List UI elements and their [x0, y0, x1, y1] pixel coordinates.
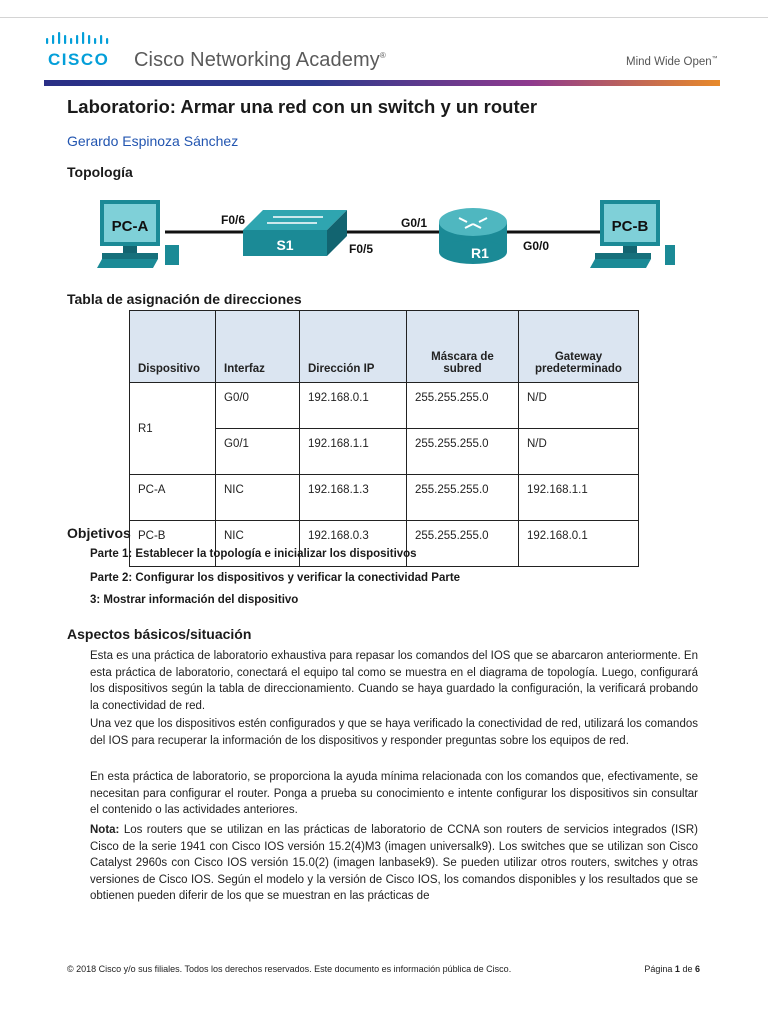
port-label-g01: G0/1	[401, 216, 428, 230]
copyright-text: © 2018 Cisco y/o sus filiales. Todos los derechos reservados. Este documento es información pública de Cisco.	[67, 964, 512, 974]
cisco-logo	[44, 30, 124, 70]
tagline: Mind Wide Open™	[626, 56, 718, 68]
address-table	[129, 310, 639, 567]
cell-gateway: N/D	[519, 429, 639, 475]
cell-device: R1	[130, 383, 216, 475]
switch-s1-icon	[243, 210, 347, 256]
cell-gateway: 192.168.1.1	[519, 475, 639, 521]
page-footer	[67, 964, 700, 974]
cell-ip: 192.168.1.1	[300, 429, 407, 475]
background-paragraph-2: Una vez que los dispositivos estén configurados y que se haya verificado la conectividad de red, utilizará los comandos del IOS para recuperar la información de los dispositivos y responder preguntas sobre los equipos de red.	[90, 718, 698, 747]
background-heading: Aspectos básicos/situación	[67, 626, 252, 642]
cell-gateway: N/D	[519, 383, 639, 429]
cell-mask: 255.255.255.0	[407, 429, 519, 475]
cell-device: PC-B	[130, 521, 216, 567]
switch-label: S1	[276, 237, 294, 253]
background-paragraph-3: En esta práctica de laboratorio, se proporciona la ayuda mínima relacionada con los comandos que, efectivamente, se necesitan para configurar el router. Ponga a prueba su conocimiento e intente configurar los dispositivos sin consultar el contenido o las actividades anteriores.	[90, 771, 698, 816]
cisco-logo-text: CISCO	[48, 50, 110, 69]
cell-interface: NIC	[216, 475, 300, 521]
port-label-g00: G0/0	[523, 239, 550, 253]
background-paragraph-1: Esta es una práctica de laboratorio exhaustiva para repasar los comandos del IOS que se abarcaron anteriormente. En esta práctica de laboratorio, conectará el equipo tal como se muestra en el diagrama de topología. Luego, configurará los dispositivos según la tabla de direccionamiento. Cuando se haya guardado la configuración, la verificará probando la conectividad de red.	[90, 650, 698, 712]
document-title: Laboratorio: Armar una red con un switch y un router	[67, 96, 538, 117]
pc-a-label: PC-A	[111, 218, 149, 235]
topology-diagram	[95, 190, 675, 280]
objective-line: 3: Mostrar información del dispositivo	[90, 594, 299, 606]
table-header-row	[130, 311, 639, 383]
port-label-f05: F0/5	[349, 242, 374, 256]
pc-b-label: PC-B	[611, 218, 649, 235]
cell-interface: G0/1	[216, 429, 300, 475]
page-number: Página 1 de 6	[644, 964, 700, 974]
cell-mask: 255.255.255.0	[407, 383, 519, 429]
cell-mask: 255.255.255.0	[407, 475, 519, 521]
pc-b-icon	[590, 200, 675, 268]
brand-name: Cisco Networking Academy®	[134, 49, 386, 71]
pc-a-icon	[97, 200, 179, 268]
cell-ip: 192.168.0.3	[300, 521, 407, 567]
objective-line: Parte 2: Configurar los dispositivos y verificar la conectividad Parte	[90, 572, 461, 584]
top-border	[0, 17, 768, 18]
note-label: Nota:	[90, 824, 120, 836]
router-r1-icon	[439, 208, 507, 264]
table-row	[130, 475, 639, 521]
cell-mask: 255.255.255.0	[407, 521, 519, 567]
objectives-heading: Objetivos	[67, 525, 131, 541]
cell-ip: 192.168.0.1	[300, 383, 407, 429]
address-table-heading: Tabla de asignación de direcciones	[67, 291, 302, 307]
note-paragraph	[90, 822, 698, 905]
cell-interface: NIC	[216, 521, 300, 567]
topology-heading: Topología	[67, 164, 133, 180]
cell-interface: G0/0	[216, 383, 300, 429]
cell-device: PC-A	[130, 475, 216, 521]
col-header-interface: Interfaz	[216, 311, 300, 383]
header-gradient-bar	[44, 80, 720, 86]
col-header-mask: Máscara de subred	[407, 311, 519, 383]
col-header-gateway: Gateway predeterminado	[519, 311, 639, 383]
cell-ip: 192.168.1.3	[300, 475, 407, 521]
note-text: Los routers que se utilizan en las prácticas de laboratorio de CCNA son routers de servicios integrados (ISR) Cisco de la serie 1941 con Cisco IOS versión 15.2(4)M3 (imagen universalk9). Los switches que se utilizan son Cisco Catalyst 2960s con Cisco IOS versión 15.0(2) (imagen lanbasek9). Se pueden utilizar otros routers, switches y otras versiones de Cisco IOS. Según el modelo y la versión de Cisco IOS, los comandos disponibles y los resultados que se obtienen pueden diferir de los que se muestran en las prácticas de	[90, 824, 698, 902]
port-label-f06: F0/6	[221, 213, 246, 227]
author-name: Gerardo Espinoza Sánchez	[67, 133, 239, 149]
router-label: R1	[471, 245, 489, 261]
objective-line: Parte 1: Establecer la topología e inicializar los dispositivos	[90, 548, 417, 560]
col-header-device: Dispositivo	[130, 311, 216, 383]
table-row	[130, 383, 639, 429]
cell-gateway: 192.168.0.1	[519, 521, 639, 567]
col-header-ip: Dirección IP	[300, 311, 407, 383]
